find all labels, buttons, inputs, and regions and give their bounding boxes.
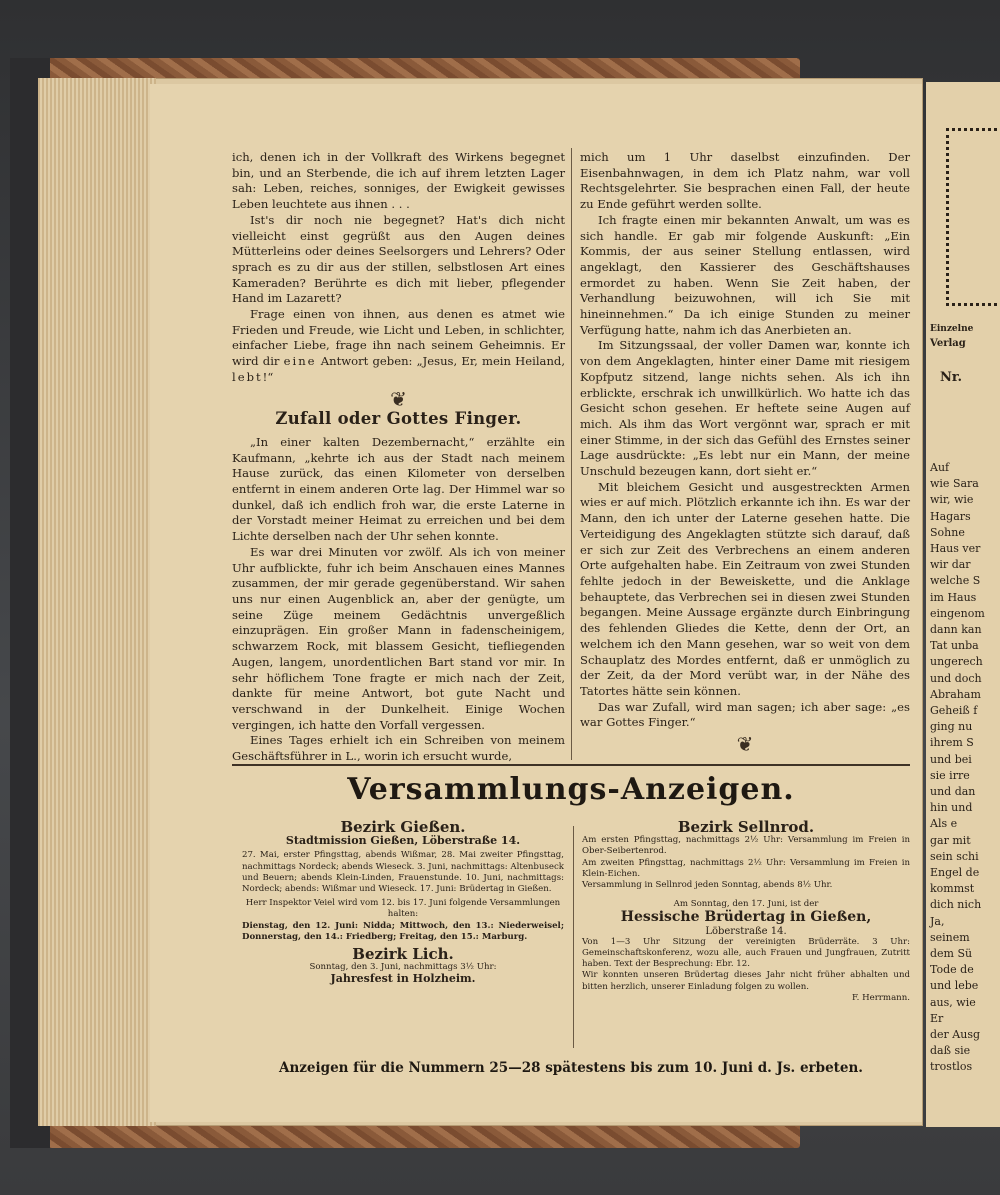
event-heading: Hessische Brüdertag in Gießen, <box>620 909 872 926</box>
text-fragment-line: ging nu <box>930 720 973 734</box>
page-leaves-edge <box>38 78 156 1126</box>
text-fragment-line: und doch <box>930 671 982 685</box>
text-fragment-line: Auf <box>930 461 950 474</box>
text-fragment-line: Engel de <box>930 866 980 879</box>
paragraph: „In einer kalten Dezembernacht,“ erzählte ein Kaufmann, „kehrte ich aus der Stadt nach meinem Hause zurück, das einen Kilometer von derselben entfernt in einem anderen Orte lag. Der Himmel war so dunkel, daß ich endlich froh war, die erste Laterne in der Vorstadt meiner Heimat zu erreichen und bei dem Lichte derselben nach der Uhr sehen konnte. <box>232 434 565 544</box>
ads-footer-note: Anzeigen für die Nummern 25—28 spätestens bis zum 10. Juni d. Js. erbeten. <box>278 1060 864 1076</box>
ornamental-border-fragment <box>946 128 1000 306</box>
ad-column-left <box>242 818 564 986</box>
text-fragment-line: sie irre <box>930 768 970 782</box>
ad-text: Versammlung in Sellnrod jeden Sonntag, abends 8½ Uhr. <box>582 880 833 891</box>
text-fragment-line: wie Sara <box>930 477 979 491</box>
text-fragment-line: der Ausg <box>930 1028 981 1041</box>
text-fragment-line: Tode de <box>930 963 974 977</box>
paragraph: Das war Zufall, wird man sagen; ich aber sage: „es war Gottes Finger.“ <box>580 699 910 730</box>
text-fragment-line: kommst <box>930 882 975 896</box>
paragraph: mich um 1 Uhr daselbst einzufinden. Der Eisenbahnwagen, in dem ich Platz nahm, war voll Rechtsgelehrter. Sie besprachen einen Fall, der heute zu Ende geführt werden sollte. <box>580 150 910 212</box>
text-fragment-line: dich nich <box>930 898 982 912</box>
ad-text: Löberstraße 14. <box>705 925 787 937</box>
paragraph: Frage einen von ihnen, aus denen es atmet wie Frieden und Freude, wie Licht und Leben, in schlichter, einfacher Liebe, frage ihn nach seinem Geheimnis. Er wird dir eine Antwort geben: „Jesus, Er, mein Heiland, lebt!“ <box>232 307 566 384</box>
text-fragment-line: Er <box>930 1011 944 1025</box>
fleuron-ornament: ❦ <box>390 386 407 411</box>
paragraph: ich, denen ich in der Vollkraft des Wirkens begegnet bin, und an Sterbende, die ich auf ihrem letzten Lager sah: Leben, reiches, sonniges, der Ewigkeit gewisses Leben leuchtete aus ihnen . . . <box>232 150 565 212</box>
ad-text: Dienstag, den 12. Juni: Nidda; Mittwoch, den 13.: Niederweisel; Donnerstag, den 14.: Friedberg; Freitag, den 15.: Marburg. <box>242 920 564 942</box>
text-fragment-line: trostlos <box>930 1060 973 1074</box>
text-fragment-line: sein schi <box>930 849 979 863</box>
text-fragment-line: Tat unba <box>930 639 979 653</box>
district-heading: Bezirk Sellnrod. <box>677 818 815 836</box>
text-column-right <box>580 150 910 757</box>
text-fragment-line: ungerech <box>930 655 983 669</box>
text-fragment-line: Sohne <box>930 525 965 539</box>
text-fragment-line: seinem <box>930 930 970 944</box>
paragraph: Im Sitzungssaal, der voller Damen war, konnte ich von dem Angeklagten, hinter einer Dame mit riesigem Kopfputz sitzend, lange nichts sehen. Als ich ihn erblickte, erschrak ich unwillkürlich. Wo hatte ich das Gesicht schon gesehen. Er heftete seine Augen auf mich. Als ihm das Wort vergönnt war, sprach er mit einer Stimme, in der sich das Gefühl des Ernstes seiner Lage ausdrückte: „Es lebt nur ein Mann, der meine Unschuld bezeugen kann, dort sieht er.“ <box>580 338 910 479</box>
district-subheading: Stadtmission Gießen, Löberstraße 14. <box>285 834 521 848</box>
ad-column-right <box>582 818 910 1004</box>
ad-text: Am ersten Pfingsttag, nachmittags 2½ Uhr: Versammlung im Freien in Ober-Seibertenrod. <box>582 835 910 857</box>
district-heading: Bezirk Lich. <box>352 945 454 964</box>
text-fragment-line: Geheiß f <box>930 704 978 717</box>
text-fragment-line: hin und <box>930 801 973 815</box>
text-fragment-line: Als e <box>930 817 958 831</box>
text-fragment-line: und dan <box>930 785 976 798</box>
text-fragment-line: wir, wie <box>930 493 974 507</box>
ad-text: Sonntag, den 3. Juni, nachmittags 3½ Uhr: <box>309 962 497 973</box>
text-fragment-line: dann kan <box>930 623 982 636</box>
ad-text: Am Sonntag, den 17. Juni, ist der <box>673 899 819 910</box>
district-heading: Bezirk Gießen. <box>340 818 466 836</box>
paragraph: Eines Tages erhielt ich ein Schreiben von meinem Geschäftsführer in L., worin ich ersucht wurde, <box>232 733 565 764</box>
text-fragment-line: daß sie <box>930 1044 971 1058</box>
section-rule <box>232 764 910 766</box>
paragraph: Mit bleichem Gesicht und ausgestreckten Armen wies er auf mich. Plötzlich erkannte ich ihn. Es war der Mann, den ich unter der Laterne gesehen hatte. Die Verteidigung des Angeklagten stützte sich darauf, daß er sich zur Zeit des Verbrechens an einem anderen Orte aufgehalten habe. Ein Zeitraum von zwei Stunden fehlte jedoch in der Beweiskette, und die Anklage behauptete, das Verbrechen sei in diesen zwei Stunden begangen. Meine Aussage ergänzte durch Einbringung des fehlenden Gliedes die Kette, denn der Ort, an welchem ich den Mann gesehen, war so weit von dem Schauplatz des Mordes entfernt, daß er unmöglich zu der Zeit, da der Mord verübt war, in der Nähe des Tatortes hätte sein können. <box>580 479 910 698</box>
text-fragment-line: aus, wie <box>930 995 976 1009</box>
text-column-left <box>232 150 565 765</box>
text-fragment-line: eingenom <box>930 606 985 620</box>
text-fragment-line: Haus ver <box>930 542 981 555</box>
ads-title: Versammlungs-Anzeigen. <box>347 772 795 807</box>
text-fragment-line: wir dar <box>930 558 971 572</box>
paragraph: Es war drei Minuten vor zwölf. Als ich von meiner Uhr aufblickte, fuhr ich beim Anschauen eines Mannes zusammen, der mir gerade gegenüberstand. Wir sahen uns nur einen Augenblick an, aber der genügte, um seine Züge meinem Gedächtnis unvergeßlich einzuprägen. Ein großer Mann in fadenscheinigem, schwarzem Rock, mit blassem Gesicht, tiefliegenden Augen, langem, unordentlichen Bart stand vor mir. In sehr höflichem Tone fragte er mich nach der Zeit, dankte für meine Antwort, bot gute Nacht und verschwand in der Dunkelheit. Einige Wochen vergingen, ich hatte den Vorfall vergessen. <box>232 544 565 732</box>
text-fragment-line: und lebe <box>930 979 979 993</box>
text-fragment-line: und bei <box>930 752 972 766</box>
text-fragment-line: ihrem S <box>930 736 974 750</box>
text-fragment-line: Ja, <box>930 914 945 928</box>
paragraph: Ist's dir noch nie begegnet? Hat's dich nicht vielleicht einst gegrüßt aus den Augen deines Mütterleins oder deines Seelsorgers und Lehrers? Oder sprach es zu dir aus der stillen, selbstlosen Art eines Kameraden? Berührte es dich mit lieber, pflegender Hand im Lazarett? <box>232 212 565 306</box>
paragraph: Ich fragte einen mir bekannten Anwalt, um was es sich handle. Er gab mir folgende Auskunft: „Ein Kommis, der aus seiner Stellung entlassen, wird angeklagt, den Kassierer des Geschäftshauses ermordet zu haben. Wenn Sie Zeit haben, der Verhandlung beizuwohnen, will ich Sie mit hineinnehmen.“ Da ich einige Stunden zu meiner Verfügung hatte, nahm ich das Anerbieten an. <box>580 212 910 337</box>
text-fragment-line: Abraham <box>930 687 981 701</box>
text-fragment-line: im Haus <box>930 590 977 604</box>
ad-text: Wir konnten unseren Brüdertag dieses Jahr nicht früher abhalten und bitten herzlich, unserer Einladung folgen zu wollen. <box>582 970 910 992</box>
text-fragment-line: welche S <box>930 574 981 588</box>
ad-signature: F. Herrmann. <box>852 992 910 1003</box>
masthead-fragment: Einzelne <box>930 324 974 334</box>
ad-column-divider <box>573 826 574 1048</box>
ad-text: Von 1—3 Uhr Sitzung der vereinigten Brüderräte. 3 Uhr: Gemeinschaftskonferenz, wozu alle, auch Frauen und Jungfrauen, Zutritt haben. Text der Besprechung: Ebr. 12. <box>582 936 910 970</box>
column-divider <box>571 148 572 760</box>
ad-text: Am zweiten Pfingsttag, nachmittags 2½ Uhr: Versammlung im Freien in Klein-Eichen. <box>582 857 910 879</box>
article-heading: Zufall oder Gottes Finger. <box>275 409 522 429</box>
ad-text: 27. Mai, erster Pfingsttag, abends Wißmar, 28. Mai zweiter Pfingsttag, nachmittags Nordeck; abends Wieseck. 3. Juni, nachmittags: Altenbuseck und Beuern; abends Klein-Linden, Frauenstunde. 10. Juni, nachmittags: Nordeck; abends: Wißmar und Wieseck. 17. Juni: Brüdertag in Gießen. <box>242 850 564 895</box>
text-fragment-line: dem Sü <box>930 947 973 960</box>
fleuron-ornament: ❦ <box>736 732 754 757</box>
masthead-fragment: Verlag <box>930 338 966 349</box>
issue-number-fragment: Nr. <box>940 370 963 385</box>
ad-text: Herr Inspektor Veiel wird vom 12. bis 17. Juni folgende Versammlungen halten: <box>245 898 561 920</box>
ad-text: Jahresfest in Holzheim. <box>330 972 476 986</box>
text-fragment-line: Hagars <box>930 509 971 523</box>
text-fragment-line: gar mit <box>930 833 971 847</box>
